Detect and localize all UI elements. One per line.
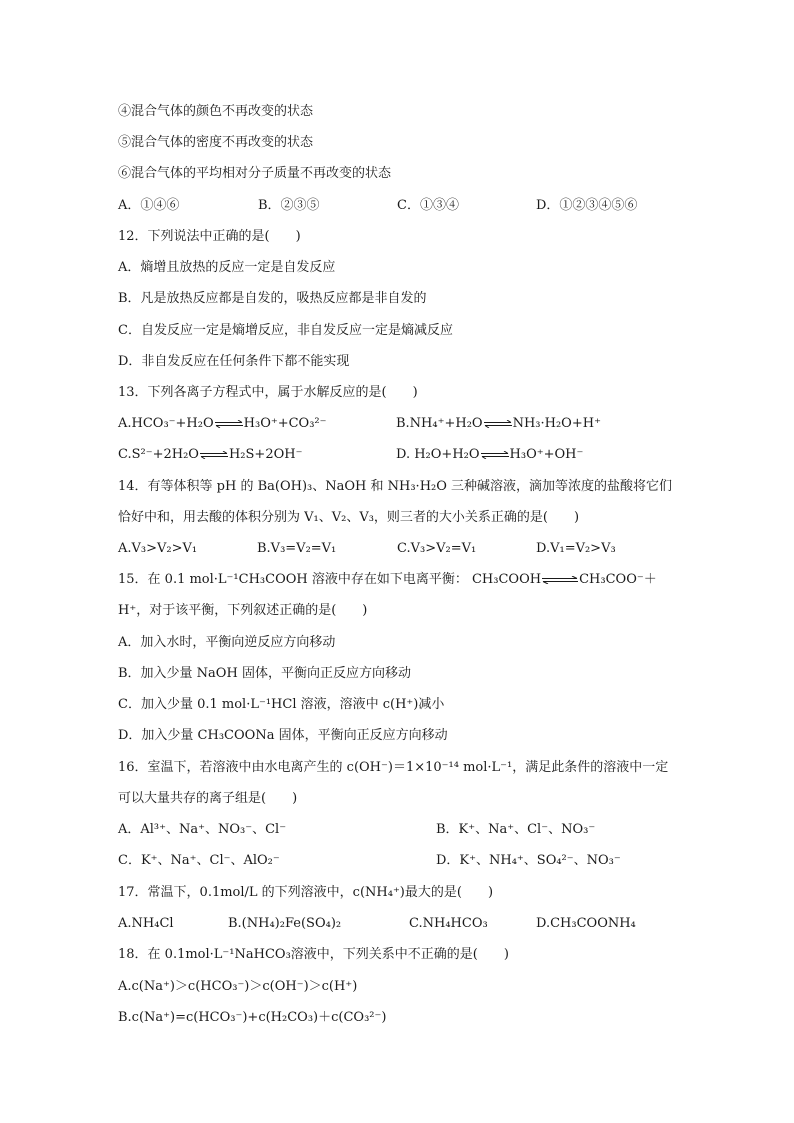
q16-stem-line1: 16．室温下，若溶液中由水电离产生的 c(OH⁻)＝1×10⁻¹⁴ mol·L⁻¹，满足此条件的溶液中一定 xyxy=(118,760,669,775)
equilibrium-arrow-icon xyxy=(484,420,512,428)
equilibrium-arrow-icon xyxy=(215,420,243,428)
q13-stem: 13．下列各离子方程式中，属于水解反应的是( ) xyxy=(118,385,418,400)
q14-option-b: B.V₃=V₂=V₁ xyxy=(257,541,337,556)
q15-option-b: B．加入少量 NaOH 固体，平衡向正反应方向移动 xyxy=(118,666,411,681)
q12-stem: 12．下列说法中正确的是( ) xyxy=(118,229,301,244)
q18-option-a: A.c(Na⁺)＞c(HCO₃⁻)＞c(OH⁻)＞c(H⁺) xyxy=(118,979,358,994)
q16-options-row1 xyxy=(118,819,678,841)
q15-stem-line1: 15．在 0.1 mol·L⁻¹CH₃COOH 溶液中存在如下电离平衡： CH₃COOH CH₃COO⁻＋ xyxy=(118,572,657,587)
statement-5: ⑤混合气体的密度不再改变的状态 xyxy=(118,135,314,150)
q14-option-d: D.V₁=V₂>V₃ xyxy=(536,541,616,556)
statement-4: ④混合气体的颜色不再改变的状态 xyxy=(118,104,314,119)
q15-stem-line2: H⁺，对于该平衡，下列叙述正确的是( ) xyxy=(118,603,368,618)
q12-option-c: C．自发反应一定是熵增反应，非自发反应一定是熵减反应 xyxy=(118,323,453,338)
statement-6: ⑥混合气体的平均相对分子质量不再改变的状态 xyxy=(118,166,392,181)
q14-stem-line2: 恰好中和，用去酸的体积分别为 V₁、V₂、V₃，则三者的大小关系正确的是( ) xyxy=(118,510,580,525)
q13-options-row1 xyxy=(118,413,678,435)
q15-option-c: C．加入少量 0.1 mol·L⁻¹HCl 溶液，溶液中 c(H⁺)减小 xyxy=(118,697,445,712)
q17-option-b: B.(NH₄)₂Fe(SO₄)₂ xyxy=(228,916,342,931)
q16-options-row2 xyxy=(118,850,678,872)
q17-stem: 17．常温下，0.1mol/L 的下列溶液中，c(NH₄⁺)最大的是( ) xyxy=(118,885,494,900)
q15-option-a: A．加入水时，平衡向逆反应方向移动 xyxy=(118,635,336,650)
q14-stem-line1: 14．有等体积等 pH 的 Ba(OH)₃、NaOH 和 NH₃·H₂O 三种碱溶液，滴加等浓度的盐酸将它们 xyxy=(118,479,673,494)
q13-option-b: B.NH₄⁺+H₂O NH₃·H₂O+H⁺ xyxy=(396,416,601,431)
q11-option-c: C．①③④ xyxy=(397,198,459,213)
q17-options xyxy=(118,913,678,935)
q18-stem: 18．在 0.1mol·L⁻¹NaHCO₃溶液中，下列关系中不正确的是( ) xyxy=(118,947,509,962)
q13-options-row2 xyxy=(118,444,678,466)
equilibrium-arrow-icon xyxy=(542,576,578,584)
q11-options xyxy=(118,195,678,217)
q18-option-b: B.c(Na⁺)=c(HCO₃⁻)+c(H₂CO₃)＋c(CO₃²⁻) xyxy=(118,1010,387,1025)
q14-option-c: C.V₃>V₂=V₁ xyxy=(397,541,477,556)
q12-option-a: A．熵增且放热的反应一定是自发反应 xyxy=(118,260,336,275)
q14-option-a: A.V₃>V₂>V₁ xyxy=(118,541,198,556)
q16-option-a: A．Al³⁺、Na⁺、NO₃⁻、Cl⁻ xyxy=(118,822,287,837)
q16-stem-line2: 可以大量共存的离子组是( ) xyxy=(118,791,298,806)
q12-option-d: D．非自发反应在任何条件下都不能实现 xyxy=(118,354,350,369)
q16-option-d: D．K⁺、NH₄⁺、SO₄²⁻、NO₃⁻ xyxy=(436,853,621,868)
equilibrium-arrow-icon xyxy=(481,451,509,459)
q15-option-d: D．加入少量 CH₃COONa 固体，平衡向正反应方向移动 xyxy=(118,728,448,743)
q17-option-d: D.CH₃COONH₄ xyxy=(536,916,636,931)
q13-option-a: A.HCO₃⁻+H₂O H₃O⁺+CO₃²⁻ xyxy=(118,416,327,431)
q16-option-c: C．K⁺、Na⁺、Cl⁻、AlO₂⁻ xyxy=(118,853,280,868)
equilibrium-arrow-icon xyxy=(200,451,228,459)
q13-option-c: C.S²⁻+2H₂O H₂S+2OH⁻ xyxy=(118,447,303,462)
q13-option-d: D. H₂O+H₂O H₃O⁺+OH⁻ xyxy=(396,447,584,462)
q17-option-c: C.NH₄HCO₃ xyxy=(409,916,488,931)
q12-option-b: B．凡是放热反应都是自发的，吸热反应都是非自发的 xyxy=(118,291,427,306)
q17-option-a: A.NH₄Cl xyxy=(118,916,174,931)
q11-option-d: D．①②③④⑤⑥ xyxy=(536,198,638,213)
q16-option-b: B．K⁺、Na⁺、Cl⁻、NO₃⁻ xyxy=(436,822,596,837)
q11-option-b: B．②③⑤ xyxy=(258,198,320,213)
q11-option-a: A．①④⑥ xyxy=(118,198,180,213)
q14-options xyxy=(118,538,678,560)
